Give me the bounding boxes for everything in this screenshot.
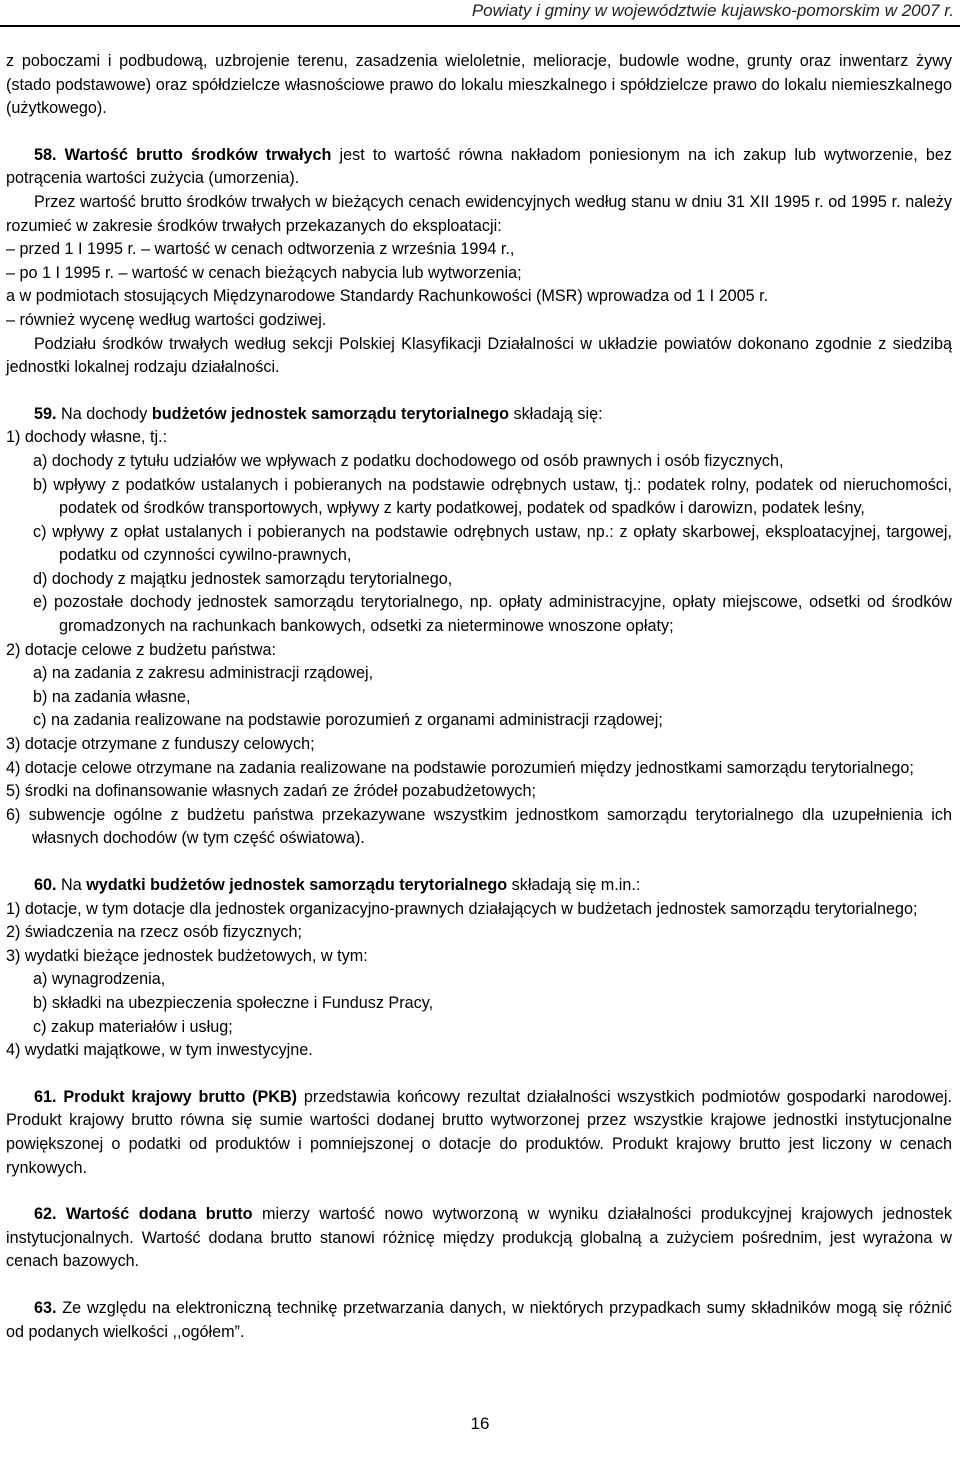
- section-60-item: 3) wydatki bieżące jednostek budżetowych, w tym:: [6, 946, 368, 965]
- section-58-dash-3: – również wycenę według wartości godziwej.: [6, 310, 327, 329]
- section-61-text: przedstawia końcowy rezultat działalności wszystkich podmiotów gospodarki narodowej. Produkt krajowy brutto równa się sumie wartości dodanej brutto wytworzonej przez wszystkie krajowe jednostki instytucjonalne powiększonej o podatki od produktów i pomniejszonej o dotacje do produktów. Produkt krajowy brutto jest liczony w cenach rynkowych.: [6, 1087, 953, 1177]
- section-59-item: 6) subwencje ogólne z budżetu państwa przekazywane wszystkim jednostkom samorządu terytorialnego dla uzupełnienia ich własnych dochodów (w tym część oświatowa).: [6, 805, 952, 848]
- section-59-term: budżetów jednostek samorządu terytorialnego: [151, 404, 509, 423]
- section-59-item: 3) dotacje otrzymane z funduszy celowych;: [6, 735, 315, 754]
- header-title: Powiaty i gminy w województwie kujawsko-pomorskim w 2007 r.: [471, 1, 954, 20]
- section-59-item: d) dochody z majątku jednostek samorządu terytorialnego,: [33, 569, 453, 588]
- section-63-note: [6, 1297, 952, 1344]
- section-58-dash-1: – przed 1 I 1995 r. – wartość w cenach odtworzenia z września 1994 r.,: [6, 240, 515, 259]
- section-59-item: 1) dochody własne, tj.:: [6, 428, 168, 447]
- section-62-term: Wartość dodana brutto: [66, 1205, 253, 1224]
- section-60-number: 60.: [34, 876, 57, 894]
- section-60-item: c) zakup materiałów i usług;: [33, 1017, 233, 1036]
- section-63-text: Ze względu na elektroniczną technikę przetwarzania danych, w niektórych przypadkach sumy składników mogą się różnić od podanych wielkości ,,ogółem”.: [6, 1298, 952, 1341]
- section-59-heading: 59. Na dochody budżetów jednostek samorządu terytorialnego składają się:: [34, 404, 603, 423]
- header-rule: [0, 25, 960, 27]
- section-58-paragraph-3: a w podmiotach stosujących Międzynarodowe Standardy Rachunkowości (MSR) wprowadza od 1 I 2005 r.: [6, 287, 769, 306]
- section-59-item: e) pozostałe dochody jednostek samorządu terytorialnego, np. opłaty administracyjne, opłaty miejscowe, odsetki od środków gromadzonych na rachunkach bankowych, odsetki za nieterminowe wnoszone opłaty;: [33, 593, 952, 636]
- section-59-item: b) na zadania własne,: [33, 687, 191, 706]
- section-59-item: c) wpływy z opłat ustalanych i pobieranych na podstawie odrębnych ustaw, np.: z opłaty skarbowej, eksploatacyjnej, targowej, podatku od czynności cywilno-prawnych,: [33, 522, 952, 565]
- section-62-definition: [6, 1203, 952, 1274]
- page-number: 16: [470, 1414, 490, 1433]
- section-59-item: a) dochody z tytułu udziałów we wpływach z podatku dochodowego od osób prawnych i osób fizycznych,: [33, 451, 784, 470]
- page-header: [0, 0, 960, 28]
- section-59-number: 59.: [34, 404, 57, 423]
- document-body: [6, 50, 952, 1344]
- section-62-text: mierzy wartość nowo wytworzoną w wyniku działalności produkcyjnej krajowych jednostek instytucjonalnych. Wartość dodana brutto stanowi różnicę między produkcją globalną a zużyciem pośrednim, jest wyrażona w cenach bazowych.: [6, 1205, 953, 1271]
- section-58-dash-2: – po 1 I 1995 r. – wartość w cenach bieżących nabycia lub wytworzenia;: [6, 263, 522, 282]
- section-58-definition: [6, 144, 952, 191]
- section-59-item: c) na zadania realizowane na podstawie porozumień z organami administracji rządowej;: [33, 711, 663, 730]
- section-61-term: Produkt krajowy brutto (PKB): [63, 1087, 298, 1106]
- section-61-number: 61.: [34, 1087, 57, 1106]
- section-60-heading: 60. Na wydatki budżetów jednostek samorządu terytorialnego składają się m.in.:: [34, 876, 641, 894]
- section-60-item: 4) wydatki majątkowe, w tym inwestycyjne.: [6, 1041, 313, 1060]
- section-59-item: a) na zadania z zakresu administracji rządowej,: [33, 664, 374, 683]
- section-60-item: 1) dotacje, w tym dotacje dla jednostek organizacyjno-prawnych działających w budżetach jednostek samorządu terytorialnego;: [6, 899, 918, 918]
- section-61-definition: [6, 1086, 952, 1180]
- section-60-item: b) składki na ubezpieczenia społeczne i Fundusz Pracy,: [33, 993, 434, 1012]
- intro-paragraph: z poboczami i podbudową, uzbrojenie terenu, zasadzenia wieloletnie, melioracje, budowle wodne, grunty oraz inwentarz żywy (stado podstawowe) oraz spółdzielcze własnościowe prawo do lokalu mieszkalnego i spółdzielcze prawo do lokalu niemieszkalnego (użytkowego).: [6, 52, 952, 118]
- section-59-item: 4) dotacje celowe otrzymane na zadania realizowane na podstawie porozumień między jednostkami samorządu terytorialnego;: [6, 758, 914, 777]
- section-62-number: 62.: [34, 1205, 57, 1224]
- section-59-item: b) wpływy z podatków ustalanych i pobieranych na podstawie odrębnych ustaw, tj.: podatek rolny, podatek od nieruchomości, podatek od środków transportowych, wpływy z karty podatkowej, podatek od spadków i darowizn, podatek leśny,: [33, 475, 952, 518]
- section-60-item: a) wynagrodzenia,: [33, 970, 166, 989]
- section-59-item: 2) dotacje celowe z budżetu państwa:: [6, 640, 276, 659]
- section-60-item: 2) świadczenia na rzecz osób fizycznych;: [6, 923, 302, 942]
- section-58-number: 58.: [34, 145, 57, 164]
- section-59-item: 5) środki na dofinansowanie własnych zadań ze źródeł pozabudżetowych;: [6, 782, 537, 801]
- section-63-number: 63.: [34, 1298, 57, 1317]
- section-58-paragraph-4: Podziału środków trwałych według sekcji Polskiej Klasyfikacji Działalności w układzie powiatów dokonano zgodnie z siedzibą jednostki lokalnej rodzaju działalności.: [6, 334, 952, 377]
- section-60-term: wydatki budżetów jednostek samorządu terytorialnego: [86, 876, 508, 894]
- section-58-text: jest to wartość równa nakładom poniesionym na ich zakup lub wytworzenie, bez potrącenia wartości zużycia (umorzenia).: [6, 145, 952, 188]
- section-58-paragraph-2: Przez wartość brutto środków trwałych w bieżących cenach ewidencyjnych według stanu w dniu 31 XII 1995 r. od 1995 r. należy rozumieć w zakresie środków trwałych przekazanych do eksploatacji:: [6, 192, 952, 235]
- section-58-term: Wartość brutto środków trwałych: [64, 145, 332, 164]
